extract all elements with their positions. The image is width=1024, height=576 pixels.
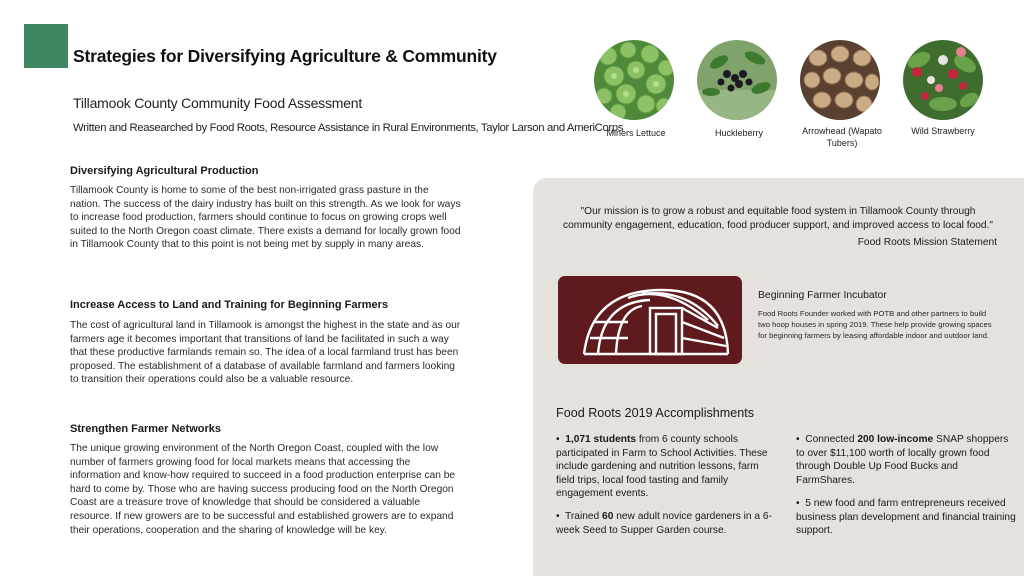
wild-strawberry-photo (903, 40, 983, 120)
incubator-body: Food Roots Founder worked with POTB and other partners to build two hoop houses in spring 2019. These help provide growing spaces for beginning farmers by leasing affordable indoor and outdoor land. (758, 309, 992, 340)
hoop-house-icon (558, 276, 742, 364)
accomplishment-item: • 5 new food and farm entrepreneurs received business plan development and financial training support. (796, 498, 1016, 537)
section-heading-land-access: Increase Access to Land and Training for Beginning Farmers (70, 299, 389, 311)
section-heading-farmer-networks: Strengthen Farmer Networks (70, 423, 221, 435)
incubator-title: Beginning Farmer Incubator (758, 290, 887, 301)
accomplishment-item: • Trained 60 new adult novice gardeners in a 6-week Seed to Supper Garden course. (556, 511, 772, 536)
plant-label-huckleberry: Huckleberry (714, 128, 763, 138)
wapato-tubers-photo (800, 40, 880, 120)
accomplishment-item: • Connected 200 low-income SNAP shoppers to over $11,100 worth of locally grown food through Double Up Food Bucks and FarmShares. (796, 434, 1009, 486)
plant-label-miners-lettuce: Miners Lettuce (606, 128, 666, 138)
authors-line: Written and Reasearched by Food Roots, Resource Assistance in Rural Environments, Taylor Larson and AmeriCorps (73, 122, 624, 134)
accomplishments-title: Food Roots 2019 Accomplishments (556, 406, 755, 420)
mission-attribution: Food Roots Mission Statement (857, 237, 997, 248)
section-body-farmer-networks: The unique growing environment of the North Oregon Coast, coupled with the low number of farmers growing food for local markets means that accessing the information and know-how required to succeed in a food production enterprise can be hard to come by. Those who are having success producing food on the North Oregon Coast are a treasure trove of knowledge that should be considered a valuable resource. If new growers are to be successful and established growers are to expand their operations, cooperation and the sharing of knowledge will be key. (70, 443, 456, 536)
accomplishment-item: • 1,071 students from 6 county schools participated in Farm to School Activities. These include gardening and nutrition lessons, farm field trips, local food tasting and family engagement events. (556, 434, 768, 500)
page-subtitle: Tillamook County Community Food Assessment (73, 95, 363, 111)
page-title: Strategies for Diversifying Agriculture & Community (73, 46, 497, 66)
section-body-land-access: The cost of agricultural land in Tillamook is amongst the highest in the state and as our farmers age it becomes important that transitions of land be facilitated in such a way that these productive farmlands remain so. The idea of a local farmland trust has been proposed. The establishment of a database of available farmland and farmers looking to transition their operations could also be a valuable resource. (70, 320, 461, 386)
huckleberry-photo (697, 40, 777, 120)
section-heading-diversifying: Diversifying Agricultural Production (70, 165, 259, 177)
section-body-diversifying: Tillamook County is home to some of the best non-irrigated grass pasture in the nation. The success of the dairy industry has built on this strength. As we look for ways to increase food production, farmers should continue to focus on growing crops well suited to the North Oregon coast climate. There exists a demand for locally grown food in Tillamook County that to this point is not being met by supply in many areas. (70, 185, 461, 251)
accent-square (24, 24, 68, 68)
miners-lettuce-photo (594, 40, 674, 120)
mission-quote: "Our mission is to grow a robust and equitable food system in Tillamook County through community engagement, education, food producer support, and improved access to local food." (562, 206, 994, 231)
plant-label-wapato: Arrowhead (Wapato Tubers) (802, 126, 882, 148)
plant-label-wild-strawberry: Wild Strawberry (911, 126, 975, 136)
